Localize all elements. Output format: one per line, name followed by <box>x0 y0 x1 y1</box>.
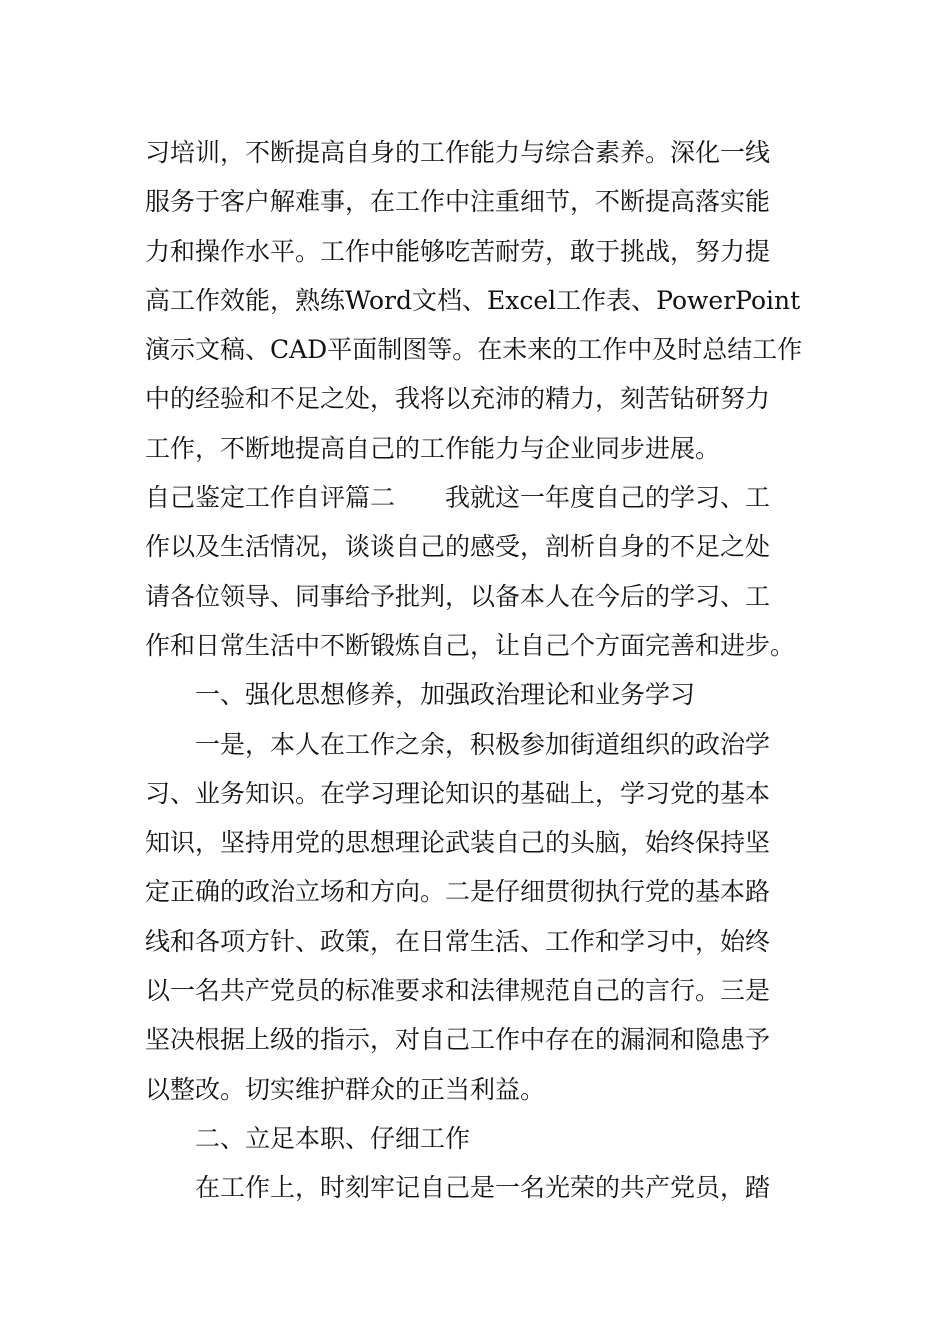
body-line: 工作，不断地提高自己的工作能力与企业同步进展。 <box>145 433 721 463</box>
body-line: 坚决根据上级的指示，对自己工作中存在的漏洞和隐患予 <box>145 1025 771 1055</box>
body-line: 作以及生活情况，谈谈自己的感受，剖析自身的不足之处 <box>145 532 771 562</box>
body-line: 知识，坚持用党的思想理论武装自己的头脑，始终保持坚 <box>145 828 771 858</box>
subheading-2: 二、立足本职、仔细工作 <box>145 1123 471 1153</box>
body-line: 一是，本人在工作之余，积极参加街道组织的政治学 <box>145 729 771 759</box>
body-line: 定正确的政治立场和方向。二是仔细贯彻执行党的基本路 <box>145 877 771 907</box>
body-line: 在工作上，时刻牢记自己是一名光荣的共产党员，踏 <box>145 1173 771 1203</box>
body-line: 作和日常生活中不断锻炼自己，让自己个方面完善和进步。 <box>145 630 796 660</box>
body-line: 力和操作水平。工作中能够吃苦耐劳，敢于挑战，努力提 <box>145 236 771 266</box>
subheading-1: 一、强化思想修养，加强政治理论和业务学习 <box>145 680 696 710</box>
section-heading-line: 自己鉴定工作自评篇二 我就这一年度自己的学习、工 <box>145 483 771 513</box>
body-line: 以整改。切实维护群众的正当利益。 <box>145 1074 546 1104</box>
body-line: 以一名共产党员的标准要求和法律规范自己的言行。三是 <box>145 976 771 1006</box>
body-line: 高工作效能，熟练Word文档、Excel工作表、PowerPoint <box>145 285 801 315</box>
body-line: 服务于客户解难事，在工作中注重细节，不断提高落实能 <box>145 187 771 217</box>
body-line: 线和各项方针、政策，在日常生活、工作和学习中，始终 <box>145 926 771 956</box>
body-line: 中的经验和不足之处，我将以充沛的精力，刻苦钻研努力 <box>145 384 771 414</box>
body-line: 演示文稿、CAD平面制图等。在未来的工作中及时总结工作 <box>145 335 803 365</box>
document-body <box>145 128 810 1213</box>
body-line: 请各位领导、同事给予批判，以备本人在今后的学习、工 <box>145 581 771 611</box>
body-line: 习、业务知识。在学习理论知识的基础上，学习党的基本 <box>145 778 771 808</box>
body-line: 习培训，不断提高自身的工作能力与综合素养。深化一线 <box>145 138 771 167</box>
